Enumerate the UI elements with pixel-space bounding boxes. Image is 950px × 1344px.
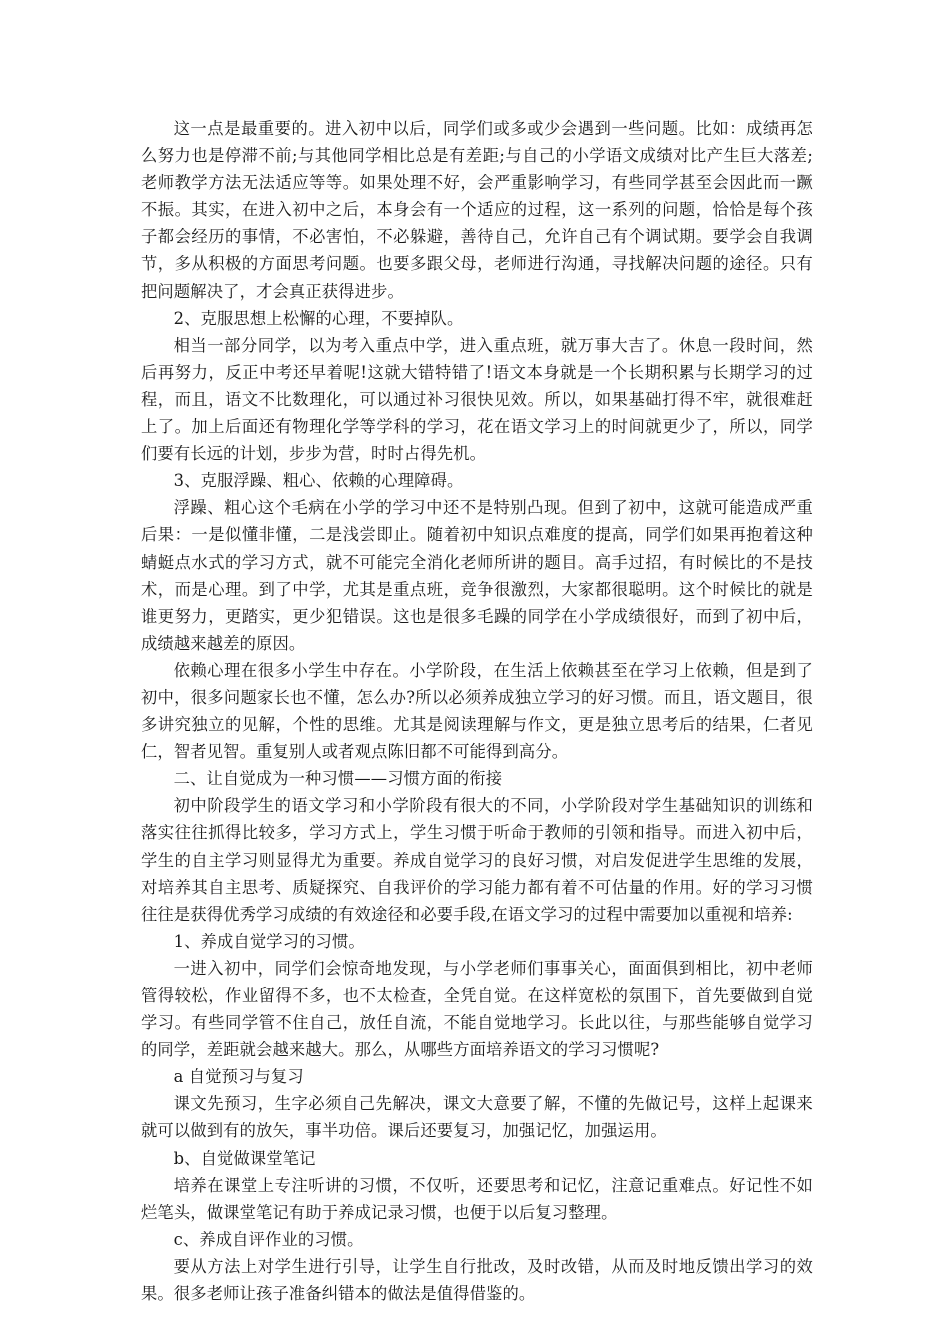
- body-paragraph: 一进入初中，同学们会惊奇地发现，与小学老师们事事关心，面面俱到相比，初中老师管得较松，作业留得不多，也不太检查，全凭自觉。在这样宽松的氛围下，首先要做到自觉学习。有些同学管不住自己，放任自流，不能自觉地学习。长此以往，与那些能够自觉学习的同学，差距就会越来越大。那么，从哪些方面培养语文的学习习惯呢?: [141, 958, 813, 1060]
- section-heading: b、自觉做课堂笔记: [173, 1148, 316, 1168]
- document-page: [141, 115, 813, 1307]
- body-paragraph: 依赖心理在很多小学生中存在。小学阶段，在生活上依赖甚至在学习上依赖，但是到了初中，很多问题家长也不懂，怎么办?所以必须养成独立学习的好习惯。而且，语文题目，很多讲究独立的见解，个性的思维。尤其是阅读理解与作文，更是独立思考后的结果，仁者见仁，智者见智。重复别人或者观点陈旧都不可能得到高分。: [141, 660, 813, 762]
- body-paragraph: 浮躁、粗心这个毛病在小学的学习中还不是特别凸现。但到了初中，这就可能造成严重后果：一是似懂非懂，二是浅尝即止。随着初中知识点难度的提高，同学们如果再抱着这种蜻蜓点水式的学习方式，就不可能完全消化老师所讲的题目。高手过招，有时候比的不是技术，而是心理。到了中学，尤其是重点班，竞争很激烈，大家都很聪明。这个时候比的就是谁更努力，更踏实，更少犯错误。这也是很多毛躁的同学在小学成绩很好，而到了初中后，成绩越来越差的原因。: [141, 498, 813, 653]
- section-heading: 3、克服浮躁、粗心、依赖的心理障碍。: [173, 471, 464, 491]
- body-paragraph: 初中阶段学生的语文学习和小学阶段有很大的不同，小学阶段对学生基础知识的训练和落实往往抓得比较多，学习方式上，学生习惯于听命于教师的引领和指导。而进入初中后，学生的自主学习则显得尤为重要。养成自觉学习的良好习惯，对启发促进学生思维的发展，对培养其自主思考、质疑探究、自我评价的学习能力都有着不可估量的作用。好的学习习惯往往是获得优秀学习成绩的有效途径和必要手段,在语文学习的过程中需要加以重视和培养:: [141, 796, 813, 924]
- body-paragraph: 这一点是最重要的。进入初中以后，同学们或多或少会遇到一些问题。比如：成绩再怎么努力也是停滞不前;与其他同学相比总是有差距;与自己的小学语文成绩对比产生巨大落差;老师教学方法无法适应等等。如果处理不好，会严重影响学习，有些同学甚至会因此而一蹶不振。其实，在进入初中之后，本身会有一个适应的过程，这一系列的问题，恰恰是每个孩子都会经历的事情，不必害怕，不必躲避，善待自己，允许自己有个调试期。要学会自我调节，多从积极的方面思考问题。也要多跟父母，老师进行沟通，寻找解决问题的途径。只有把问题解决了，才会真正获得进步。: [141, 119, 813, 301]
- section-heading: 2、克服思想上松懈的心理，不要掉队。: [173, 308, 464, 328]
- section-heading: c、养成自评作业的习惯。: [173, 1229, 364, 1249]
- section-heading: 二、让自觉成为一种习惯——习惯方面的衔接: [173, 769, 503, 789]
- body-paragraph: 培养在课堂上专注听讲的习惯，不仅听，还要思考和记忆，注意记重难点。好记性不如烂笔头，做课堂笔记有助于养成记录习惯，也便于以后复习整理。: [141, 1175, 813, 1222]
- section-heading: 1、养成自觉学习的习惯。: [173, 931, 365, 951]
- section-heading: a 自觉预习与复习: [173, 1067, 304, 1087]
- body-paragraph: 要从方法上对学生进行引导，让学生自行批改，及时改错，从而及时地反馈出学习的效果。很多老师让孩子准备纠错本的做法是值得借鉴的。: [141, 1256, 813, 1304]
- body-paragraph: 课文先预习，生字必须自己先解决，课文大意要了解，不懂的先做记号，这样上起课来就可以做到有的放矢，事半功倍。课后还要复习，加强记忆，加强运用。: [141, 1094, 813, 1141]
- body-paragraph: 相当一部分同学，以为考入重点中学，进入重点班，就万事大吉了。休息一段时间，然后再努力，反正中考还早着呢!这就大错特错了!语文本身就是一个长期积累与长期学习的过程，而且，语文不比数理化，可以通过补习很快见效。所以，如果基础打得不牢，就很难赶上了。加上后面还有物理化学等学科的学习，花在语文学习上的时间就更少了，所以，同学们要有长远的计划，步步为营，时时占得先机。: [141, 335, 813, 464]
